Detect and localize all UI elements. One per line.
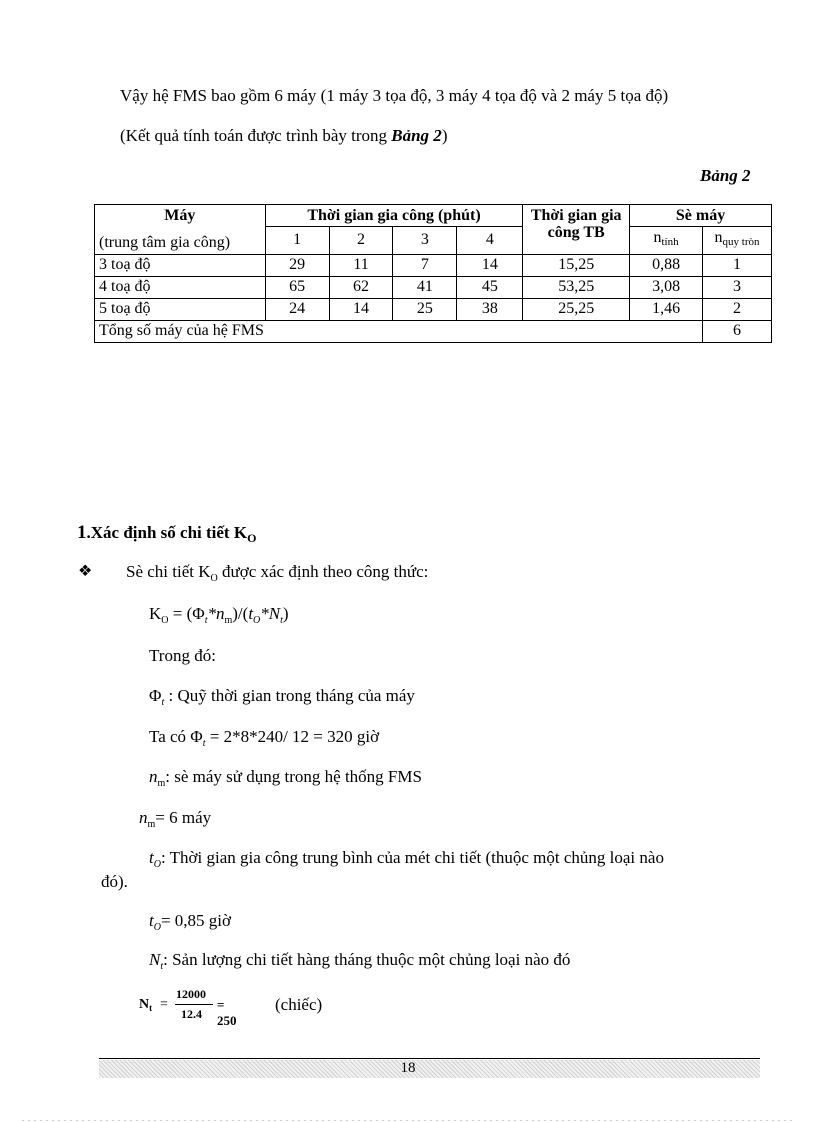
trong-do: Trong đó: — [149, 646, 216, 665]
header-thoigian: Thời gian gia công (phút) — [265, 205, 523, 227]
total-value: 6 — [703, 320, 772, 342]
header-col-4: 4 — [457, 227, 523, 255]
machine-table — [94, 204, 772, 343]
nt-result: = 250 — [217, 997, 237, 1028]
row-v1: 65 — [265, 276, 329, 298]
bullet-icon: ❖ — [78, 563, 93, 580]
row-v4: 38 — [457, 298, 523, 320]
page-number: 18 — [400, 1060, 416, 1076]
row-ntinh: 1,46 — [630, 298, 703, 320]
table-row — [95, 298, 772, 320]
header-semay: Sè máy — [630, 205, 772, 227]
row-v4: 45 — [457, 276, 523, 298]
to-value: $t_O= 0,85$ giờ — [149, 911, 232, 933]
table-row — [95, 254, 772, 276]
footer-rule — [99, 1058, 760, 1059]
table-row — [95, 276, 772, 298]
row-nquy: 2 — [703, 298, 772, 320]
row-name: 3 toạ độ — [95, 254, 266, 276]
row-name: 4 toạ độ — [95, 276, 266, 298]
nm-definition: $n_m$: sè máy sử dụng trong hệ thống FMS — [149, 767, 422, 789]
nt-unit: (chiếc) — [275, 995, 323, 1014]
row-v2: 14 — [329, 298, 393, 320]
row-v3: 25 — [393, 298, 457, 320]
to-definition-cont: đó). — [101, 872, 128, 891]
row-v1: 24 — [265, 298, 329, 320]
row-v2: 62 — [329, 276, 393, 298]
nt-definition: $N_t$: Sản lượng chi tiết hàng tháng thuộc một chủng loại nào đó — [149, 950, 571, 972]
nm-value: $n_m= 6$ máy — [139, 808, 212, 830]
phi-definition: $\Phi_t$ : Quỹ thời gian trong tháng của máy — [149, 686, 415, 708]
header-nquy: $n_{quy tròn}$ — [703, 227, 772, 255]
page-edge — [22, 1120, 794, 1121]
bullet-text: Sè chi tiết $K_O$ được xác định theo công thức: — [126, 562, 429, 584]
intro-line-1: Vậy hệ FMS bao gồm 6 máy (1 máy 3 tọa độ, 3 máy 4 tọa độ và 2 máy 5 tọa độ) — [120, 86, 669, 105]
to-definition: $t_O$: Thời gian gia công trung bình của mét chi tiết (thuộc một chủng loại nào — [149, 848, 664, 870]
row-v1: 29 — [265, 254, 329, 276]
header-may-sub: (trung tâm gia công) — [95, 227, 266, 255]
nt-lhs: $N_t$ — [139, 997, 153, 1013]
fraction-denominator: 12.4 — [181, 1007, 202, 1021]
row-ntinh: 3,08 — [630, 276, 703, 298]
fraction-numerator: 12000 — [176, 987, 206, 1001]
table-total-row — [95, 320, 772, 342]
row-ntinh: 0,88 — [630, 254, 703, 276]
table-caption: Bảng 2 — [700, 166, 751, 185]
header-may: Máy — [95, 205, 266, 227]
row-v2: 11 — [329, 254, 393, 276]
header-ntinh: $n_{tính}$ — [630, 227, 703, 255]
row-nquy: 1 — [703, 254, 772, 276]
row-tb: 25,25 — [523, 298, 630, 320]
table-header-row-2 — [95, 227, 772, 255]
nt-equals: = — [160, 997, 168, 1012]
total-label: Tổng số máy của hệ FMS — [95, 320, 703, 342]
row-tb: 15,25 — [523, 254, 630, 276]
row-name: 5 toạ độ — [95, 298, 266, 320]
phi-calculation: Ta có $\Phi_t = 2*8*240/$ 12 = 320 giờ — [149, 727, 380, 749]
header-tb: Thời gian gia công TB — [523, 205, 630, 255]
header-col-3: 3 — [393, 227, 457, 255]
header-col-2: 2 — [329, 227, 393, 255]
row-tb: 53,25 — [523, 276, 630, 298]
row-v3: 7 — [393, 254, 457, 276]
table-header-row-1 — [95, 205, 772, 227]
row-nquy: 3 — [703, 276, 772, 298]
row-v4: 14 — [457, 254, 523, 276]
fraction-bar — [175, 1004, 213, 1005]
intro-line-2: (Kết quả tính toán được trình bày trong Bảng 2) — [120, 126, 448, 145]
row-v3: 41 — [393, 276, 457, 298]
header-col-1: 1 — [265, 227, 329, 255]
formula-ko: $K_O = (\Phi_t*n_m)/(t_O*N_t)$ — [149, 604, 289, 626]
section-heading: 1.Xác định số chi tiết $K_O$ — [77, 522, 257, 545]
